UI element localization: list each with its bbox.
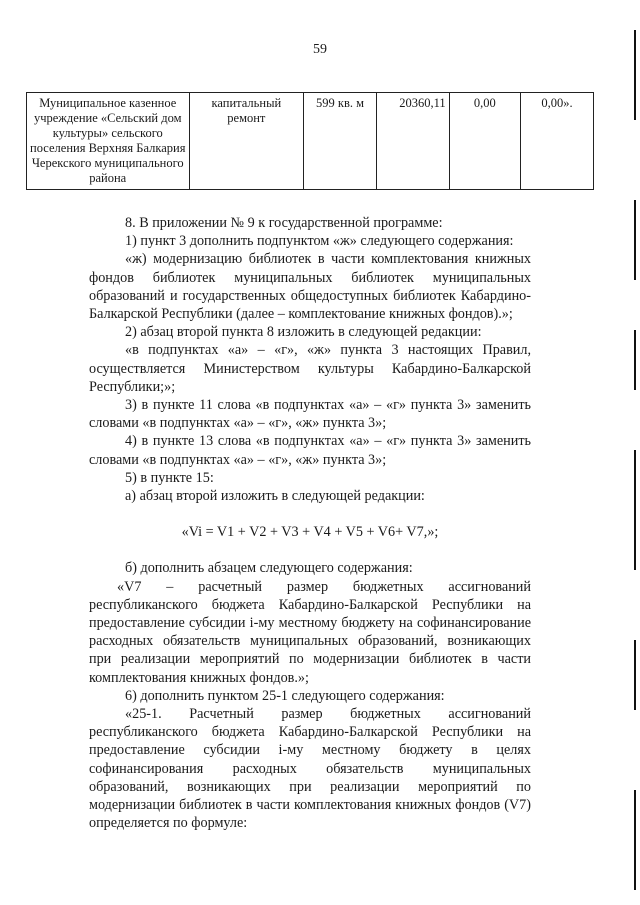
paragraph-quote-point-8: «в подпунктах «а» – «г», «ж» пункта 3 настоящих Правил, осуществляется Министерством культуры Кабардино-Балкарской Республики;»; (89, 342, 531, 395)
scan-edge-marks (633, 0, 636, 905)
scan-edge-mark (634, 30, 636, 120)
page-number: 59 (313, 42, 327, 57)
scan-edge-mark (634, 200, 636, 280)
paragraph-item-8: 8. В приложении № 9 к государственной программе: (125, 215, 443, 231)
work-type-cell: капитальный ремонт (189, 93, 304, 190)
paragraph-quote-v7: «V7 – расчетный размер бюджетных ассигнований республиканского бюджета Кабардино-Балкарской Республики на предоставление субсидии i-му местному бюджету на софинансирование расходных обязательств муниципальных образований, возникающих при реализации мероприятий по модернизации библиотек в части комплектования книжных фондов.»; (89, 578, 531, 686)
scan-edge-mark (634, 790, 636, 890)
paragraph-subitem-4: 4) в пункте 13 слова «в подпунктах «а» – «г» пункта 3» заменить словами «в подпунктах «а» – «г», «ж» пункта 3»; (89, 433, 531, 468)
paragraph-subitem-5b: б) дополнить абзацем следующего содержания: (125, 560, 413, 577)
document-body (89, 214, 531, 833)
paragraph-quote-25-1: «25-1. Расчетный размер бюджетных ассигнований республиканского бюджета Кабардино-Балкарской Республики на предоставление субсидии i-му местному бюджету в целях софинансирования расходных обязательств муниципальных образований, возникающих при реализации мероприятий по модернизации библиотек в части комплектования книжных фондов (V7) определяется по формуле: (89, 706, 531, 832)
value1-cell: 20360,11 (376, 93, 449, 190)
paragraph-subitem-6: 6) дополнить пунктом 25-1 следующего содержания: (125, 687, 445, 704)
table-row (27, 93, 594, 190)
paragraph-subitem-5a: а) абзац второй изложить в следующей редакции: (125, 488, 425, 505)
paragraph-subitem-2: 2) абзац второй пункта 8 изложить в следующей редакции: (125, 324, 482, 341)
formula: «Vi = V1 + V2 + V3 + V4 + V5 + V6+ V7,»; (181, 524, 439, 541)
paragraph-subitem-5: 5) в пункте 15: (125, 469, 214, 486)
paragraph-subitem-3: 3) в пункте 11 слова «в подпунктах «а» – «г» пункта 3» заменить словами «в подпунктах «а» – «г», «ж» пункта 3»; (89, 397, 531, 432)
scan-edge-mark (634, 640, 636, 710)
paragraph-quote-zh: «ж) модернизацию библиотек в части комплектования книжных фондов библиотек муниципальных библиотек муниципальных образований и государственных общедоступных библиотек Кабардино-Балкарской Республики (далее – комплектование книжных фондов).»; (89, 251, 531, 323)
scan-edge-mark (634, 330, 636, 390)
area-cell: 599 кв. м (304, 93, 377, 190)
value3-cell: 0,00». (520, 93, 593, 190)
institution-cell: Муниципальное казенное учреждение «Сельский дом культуры» сельского поселения Верхняя Балкария Черекского муниципального района (27, 93, 190, 190)
paragraph-subitem-1: 1) пункт 3 дополнить подпунктом «ж» следующего содержания: (125, 233, 514, 250)
value2-cell: 0,00 (449, 93, 520, 190)
allocation-table (26, 92, 594, 190)
scan-edge-mark (634, 450, 636, 570)
